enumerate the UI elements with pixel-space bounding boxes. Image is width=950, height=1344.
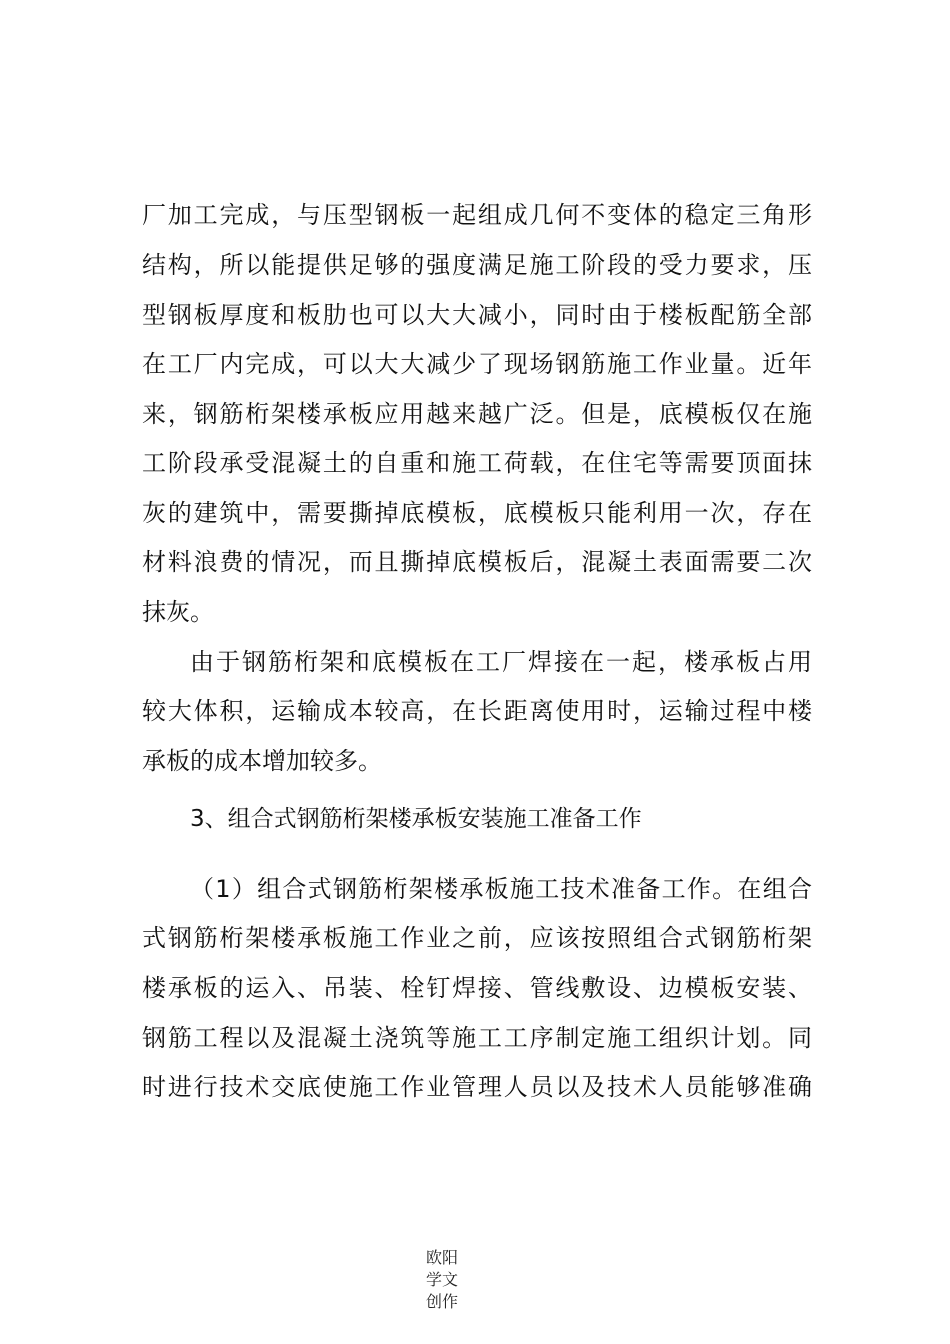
paragraph-3-line-4: 钢筋工程以及混凝土浇筑等施工工序制定施工组织计划。同 (142, 1024, 812, 1052)
section-heading: 3、组合式钢筋桁架楼承板安装施工准备工作 (190, 806, 642, 832)
paragraph-2-line-3: 承板的成本增加较多。 (142, 747, 382, 775)
paragraph-2-line-2: 较大体积，运输成本较高，在长距离使用时，运输过程中楼 (142, 697, 812, 725)
paragraph-3-line-3: 楼承板的运入、吊装、栓钉焊接、管线敷设、边模板安装、 (142, 974, 812, 1002)
paragraph-1-line-2: 结构，所以能提供足够的强度满足施工阶段的受力要求，压 (142, 251, 812, 279)
paragraph-3-line-5: 时进行技术交底使施工作业管理人员以及技术人员能够准确 (142, 1073, 812, 1101)
paragraph-3-line-2: 式钢筋桁架楼承板施工作业之前，应该按照组合式钢筋桁架 (142, 924, 812, 952)
paragraph-2-line-1: 由于钢筋桁架和底模板在工厂焊接在一起，楼承板占用 (190, 648, 812, 676)
paragraph-1-line-1: 厂加工完成，与压型钢板一起组成几何不变体的稳定三角形 (142, 201, 812, 229)
paragraph-1-line-7: 灰的建筑中，需要撕掉底模板，底模板只能利用一次，存在 (142, 499, 812, 527)
paragraph-1-line-9: 抹灰。 (142, 598, 214, 626)
paragraph-1-line-4: 在工厂内完成，可以大大减少了现场钢筋施工作业量。近年 (142, 350, 812, 378)
paragraph-3-line-1: （1）组合式钢筋桁架楼承板施工技术准备工作。在组合 (190, 875, 812, 903)
paragraph-1-line-6: 工阶段承受混凝土的自重和施工荷载，在住宅等需要顶面抹 (142, 449, 812, 477)
paragraph-1-line-8: 材料浪费的情况，而且撕掉底模板后，混凝土表面需要二次 (142, 548, 812, 576)
paragraph-1-line-3: 型钢板厚度和板肋也可以大大减小，同时由于楼板配筋全部 (142, 301, 812, 329)
page-footer: 欧阳学文创作 (425, 1248, 458, 1311)
paragraph-1-line-5: 来，钢筋桁架楼承板应用越来越广泛。但是，底模板仅在施 (142, 400, 812, 428)
